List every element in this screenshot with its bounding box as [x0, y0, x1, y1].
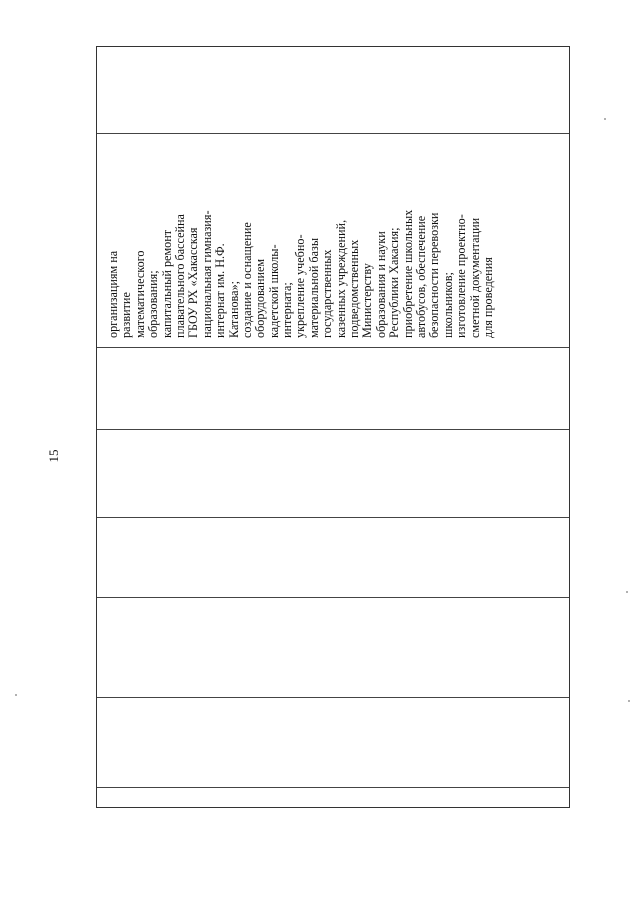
- scan-speck: [626, 591, 628, 593]
- cell-text-line: создание и оснащение: [239, 222, 254, 338]
- cell-text-line: Министерству: [360, 263, 375, 338]
- cell-text-line: кадетской школы-: [266, 244, 281, 338]
- table-row-divider: [97, 429, 569, 430]
- cell-text-line: Катанова»;: [226, 280, 241, 338]
- cell-text-line: Республики Хакасия;: [387, 227, 402, 338]
- cell-text-line: изготовление проектно-: [454, 214, 469, 338]
- scan-speck: [628, 700, 630, 702]
- cell-text-line: приобретение школьных: [400, 209, 415, 338]
- table-row-divider: [97, 787, 569, 788]
- cell-text-line: капитальный ремонт: [159, 229, 174, 338]
- cell-text-line: оборудованием: [253, 258, 268, 338]
- cell-text-line: национальная гимназия-: [199, 210, 214, 338]
- scan-speck: [604, 118, 606, 120]
- cell-text-line: организациям на: [106, 250, 120, 338]
- scan-speck: [15, 694, 17, 696]
- cell-text-line: безопасности перевозки: [427, 212, 442, 338]
- cell-text-line: плавательного бассейна: [172, 214, 187, 338]
- cell-text-line: автобусов, обеспечение: [413, 215, 428, 338]
- table: [96, 46, 570, 808]
- cell-text-line: интернат им. Н.Ф.: [213, 243, 228, 338]
- cell-text-line: развитие: [119, 292, 134, 338]
- cell-text-line: образования;: [146, 270, 161, 338]
- cell-text-line: государственных: [320, 249, 335, 338]
- cell-text-line: укрепление учебно-: [293, 234, 308, 338]
- cell-text-line: для проведения: [480, 257, 495, 338]
- cell-text-line: математического: [132, 250, 147, 338]
- cell-text-line: материальной базы: [306, 237, 321, 338]
- table-row-divider: [97, 697, 569, 698]
- cell-text-line: сметной документации: [467, 217, 482, 338]
- cell-text-line: казенных учреждений,: [333, 219, 348, 338]
- cell-text-line: школьников;: [440, 272, 455, 338]
- table-row-divider: [97, 517, 569, 518]
- table-row-divider: [97, 347, 569, 348]
- table-cell-measures: [99, 134, 569, 346]
- page-number: 15: [46, 449, 61, 463]
- cell-text: [107, 138, 495, 338]
- cell-text-line: ГБОУ РХ «Хакасская: [186, 227, 201, 338]
- cell-text-line: интерната;: [280, 282, 295, 338]
- table-row-divider: [97, 597, 569, 598]
- cell-text-line: подведомственных: [347, 239, 362, 338]
- cell-text-line: образования и науки: [373, 231, 388, 338]
